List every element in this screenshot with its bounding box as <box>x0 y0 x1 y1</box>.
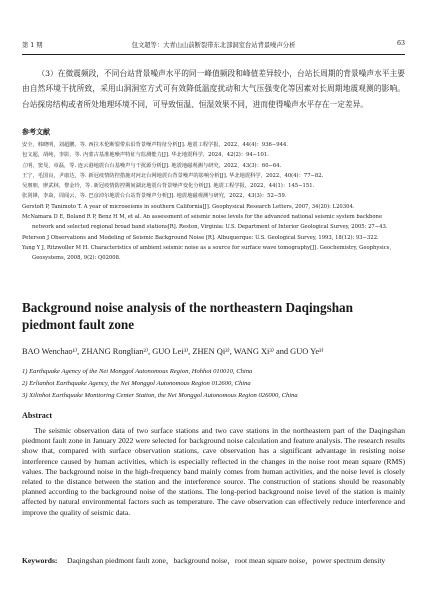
abstract-body: The seismic observation data of two surface stations and two cave stations in the northeastern part of the Daqingshan piedmont fault zone in January 2022 were selected for background noise calculation and feature analysis. The research results show that, compared with surface observation stations, cave observation has a significant advantage in resisting noise interference caused by human activities, which is especially reflected in the changes in the noise root mean square (RMS) values. The background noise in the high-frequency band mainly comes from human activities, and the noise level is closely related to the distance between the station and the interference source. The construction of stations should be reasonably planned according to the background noise of the stations. The long-period background noise level of the station is mainly affected by natural environmental factors such as temperature. The cave observation can effectively reduce interference and improve the quality of seismic data. <box>22 426 405 517</box>
header-rule <box>22 54 405 55</box>
running-header <box>22 40 405 52</box>
page-number: 63 <box>396 40 405 47</box>
affiliation-list <box>22 366 298 403</box>
reference-item: 王宁，毛国良，尹康达，等. 新冠疫情防控措施对河北台网地震台背景噪声的影响分析[J]. 华北地震科学，2022，40(4)：77−82. <box>22 172 324 179</box>
reference-item: Peterson J Observations and Modeling of Seismic Background Noise [R]. Albuquerque: U.S. Geological Survey, 1993, 18(12): 93−322. <box>22 234 379 241</box>
reference-item: 张剑锋，李焱，周闻云，等. 巴彦淖尔地震台台站背景噪声分析[J]. 地震地磁观测与研究，2022，43(3)：52−59. <box>22 193 287 200</box>
conclusion-paragraph: （3）在微震频段，不同台站背景噪声水平的同一峰值频段和峰值差异较小，台站长周期的背景噪声水平主要由自然环境干扰所致，采用山洞洞室方式可有效降低温度扰动和大气压强变化等因素对长周期地震观测的影响。台站探房结构或者所处地理环境不同，可导致恒温、恒湿效果不同，进而使得噪声水平存在一定差异。 <box>22 69 405 109</box>
reference-item: Gerstoft P, Tanimoto T. A year of microseisms in southern California[J]. Geophysical Research Letters, 2007, 34(20): L20304. <box>22 203 355 210</box>
keywords-text: Daqingshan piedmont fault zone，background noise，root mean square noise，power spectrum density <box>67 556 386 565</box>
reference-list <box>22 140 405 264</box>
issue-number: 第 1 期 <box>22 42 43 49</box>
affiliation-item: 1) Earthquake Agency of the Nei Monggol Autonomous Region, Hohhot 010010, China <box>22 368 253 375</box>
affiliation-item: 2) Erlianhot Earthquake Agency, the Nei Monggol Autonomous Region 012600, China <box>22 380 251 388</box>
running-title: 包文超等：大青山山前断裂带东北部洞室台站背景噪声分析 <box>131 42 296 49</box>
reference-item: McNamara D E, Boland R P, Benz H M, et al. An assessment of seismic noise levels for the advanced national seismic system backbone network and selected regional broad band stations[R]. Reston, Virginia: U.S. Department of Interior Geological Survey, 2005: 27−43. <box>22 214 388 231</box>
document-page <box>22 0 405 601</box>
abstract-heading: Abstract <box>22 411 53 420</box>
reference-item: 安全，韩晓明，刘超鹏，等. 西拉木伦断裂带东沿背景噪声特征分析[J]. 地震工程学报，2022，44(4)：936−944. <box>22 142 288 148</box>
reference-item: 包文超，胡纯，李影，等. 内蒙古基准地噪声特征与监测能力[J]. 华北地震科学，2024，42(2)：94−101. <box>22 152 269 159</box>
keywords-label: Keywords: <box>22 556 58 565</box>
reference-item: Yang Y J, Ritzwoller M H. Characteristics of ambient seismic noise as a source for surface wave tomography[J]. Geochemistry, Geophysics, Geosystems, 2008, 9(2): Q02008. <box>22 244 391 262</box>
author-list: BAO Wenchao¹⁾, ZHANG Ronglian²⁾, GUO Lei³⁾, ZHEN Qi³⁾, WANG Xi³⁾ and GUO Ye³⁾ <box>22 347 324 356</box>
references-heading: 参考文献 <box>22 128 50 136</box>
reference-item: 吴朋朋，廖武林，黎金玲，等. 新冠疫情防控期间湖北地震台背景噪声变化分析[J]. 地震工程学报，2022，44(1)：145−151. <box>22 183 315 190</box>
reference-item: 立明，窦旻，章磊，等. 连云港地震台台基噪声与干扰源分析[J]. 地震地磁观测与研究，2022，43(3)：60−64. <box>22 162 282 169</box>
affiliation-item: 3) Xilinhot Earthquake Monitoring Center Station, the Nei Monggol Autonomous Region 026000, China <box>22 392 298 400</box>
english-title: Background noise analysis of the northeastern Daqingshan piedmont fault zone <box>22 300 353 332</box>
